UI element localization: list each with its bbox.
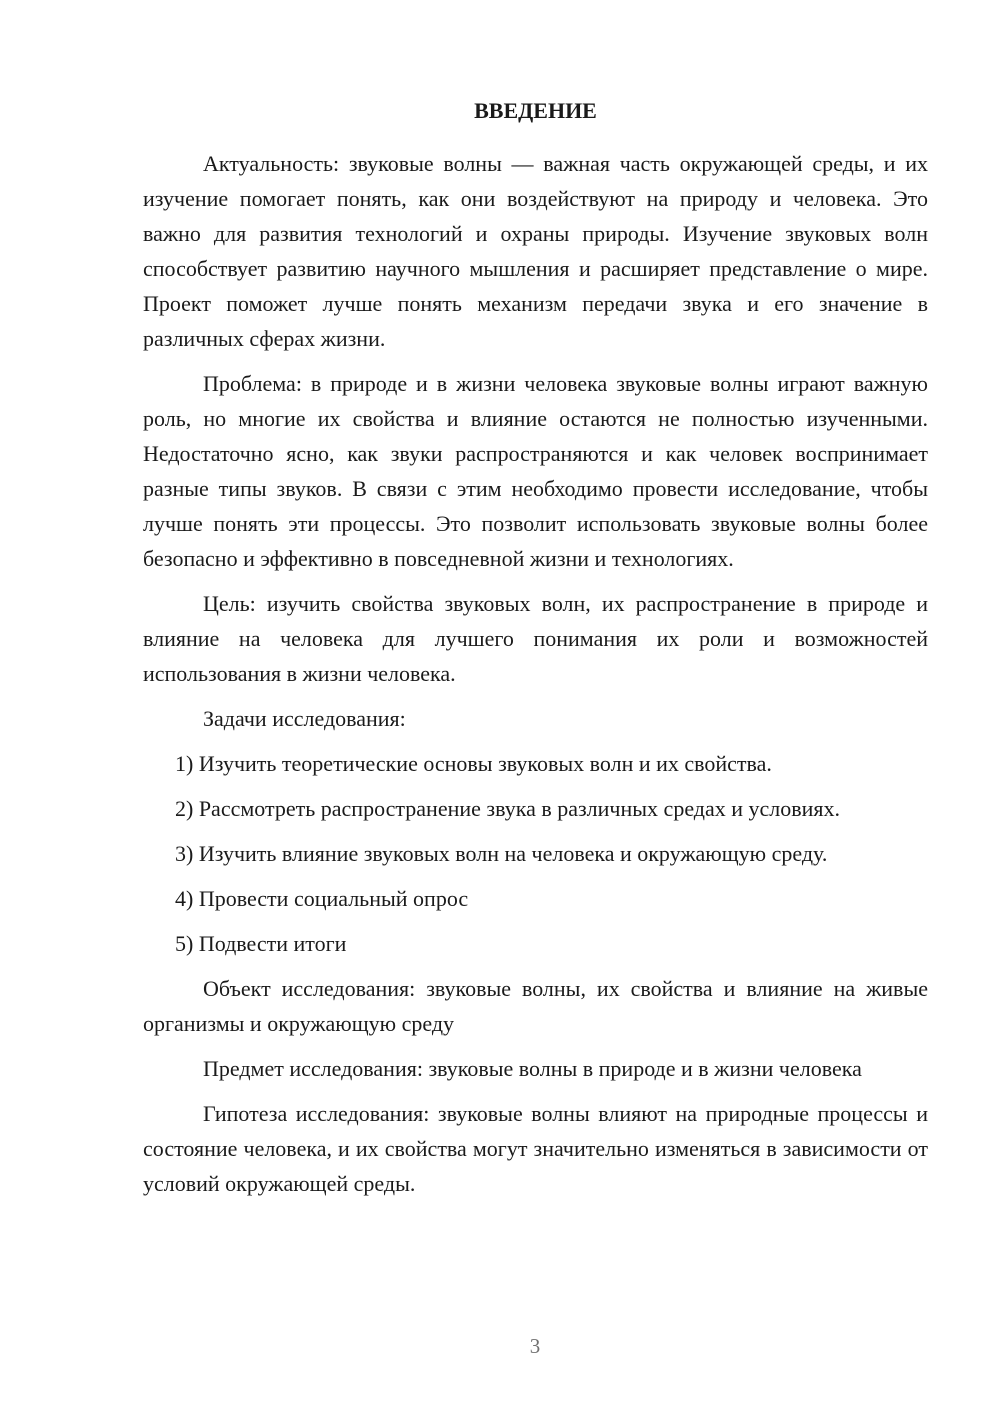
paragraph-relevance: Актуальность: звуковые волны — важная часть окружающей среды, и их изучение помогает понять, как они воздействуют на природу и человека. Это важно для развития технологий и охраны природы. Изучение звуковых волн способствует развитию научного мышления и расширяет представление о мире. Проект поможет лучше понять механизм передачи звука и его значение в различных сферах жизни.	[143, 151, 928, 351]
list-item: 3) Изучить влияние звуковых волн на человека и окружающую среду.	[175, 841, 828, 866]
page-content	[143, 96, 928, 1211]
paragraph-object: Объект исследования: звуковые волны, их свойства и влияние на живые организмы и окружающую среду	[143, 976, 928, 1036]
paragraph-problem: Проблема: в природе и в жизни человека звуковые волны играют важную роль, но многие их свойства и влияние остаются не полностью изученными. Недостаточно ясно, как звуки распространяются и как человек воспринимает разные типы звуков. В связи с этим необходимо провести исследование, чтобы лучше понять эти процессы. Это позволит использовать звуковые волны более безопасно и эффективно в повседневной жизни и технологиях.	[143, 371, 928, 571]
paragraph-tasks-intro: Задачи исследования:	[203, 706, 406, 731]
paragraph-hypothesis: Гипотеза исследования: звуковые волны влияют на природные процессы и состояние человека, и их свойства могут значительно изменяться в зависимости от условий окружающей среды.	[143, 1101, 928, 1196]
section-heading: ВВЕДЕНИЕ	[474, 98, 597, 123]
paragraph-subject: Предмет исследования: звуковые волны в природе и в жизни человека	[203, 1056, 862, 1081]
paragraph-goal: Цель: изучить свойства звуковых волн, их распространение в природе и влияние на человека для лучшего понимания их роли и возможностей использования в жизни человека.	[143, 591, 928, 686]
list-item: 5) Подвести итоги	[175, 931, 347, 956]
list-item: 2) Рассмотреть распространение звука в различных средах и условиях.	[175, 796, 841, 821]
task-list	[143, 746, 928, 961]
list-item: 4) Провести социальный опрос	[175, 886, 469, 911]
page-number: 3	[529, 1334, 541, 1358]
list-item: 1) Изучить теоретические основы звуковых волн и их свойства.	[175, 751, 772, 776]
